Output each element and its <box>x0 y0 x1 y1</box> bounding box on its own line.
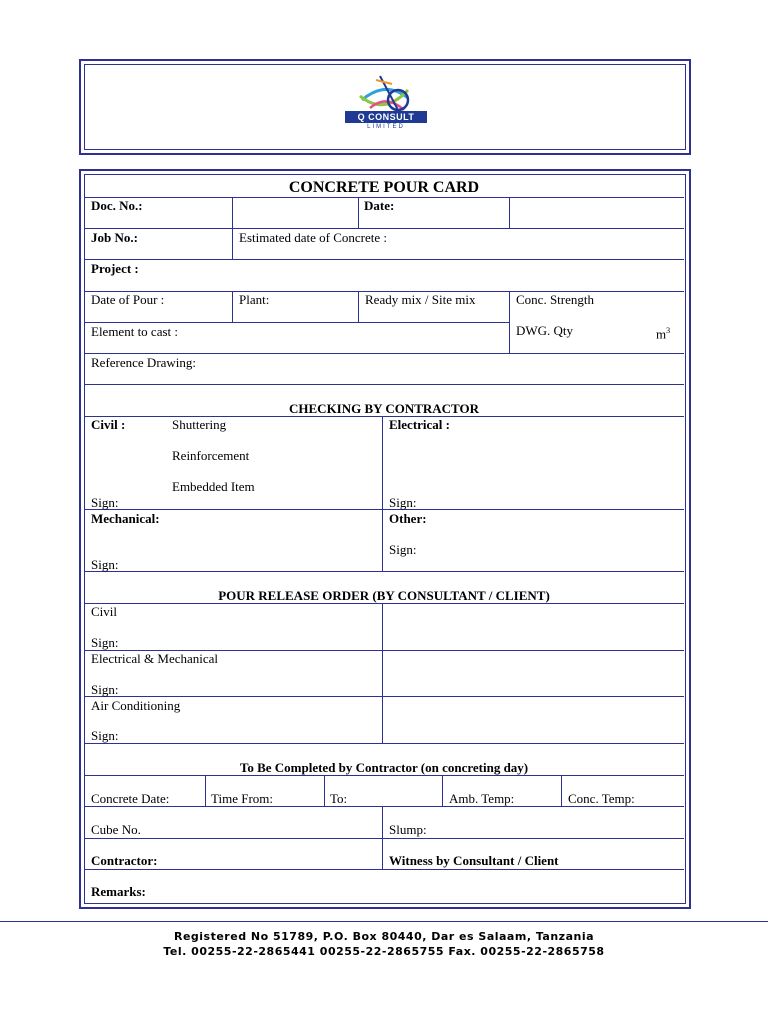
company-name: Q CONSULT <box>345 111 427 123</box>
conc-temp-label: Conc. Temp: <box>568 791 635 806</box>
rule <box>84 571 684 572</box>
rule <box>382 416 383 571</box>
rule <box>84 509 684 510</box>
mechanical-label: Mechanical: <box>91 511 160 526</box>
date-of-pour-label: Date of Pour : <box>91 292 165 307</box>
rule <box>84 603 684 604</box>
rule <box>232 197 233 228</box>
embedded-item-label: Embedded Item <box>172 479 255 494</box>
rule <box>84 228 684 229</box>
conc-strength-label: Conc. Strength <box>516 292 594 307</box>
rule <box>205 775 206 806</box>
release-air-cond-label: Air Conditioning <box>91 698 181 713</box>
doc-no-label: Doc. No.: <box>91 198 143 213</box>
rule <box>358 197 359 228</box>
concreting-heading: To Be Completed by Contractor (on concreting day) <box>239 760 529 775</box>
sign-label: Sign: <box>389 495 417 510</box>
footer-contact: Tel. 00255-22-2865441 00255-22-2865755 Fax. 00255-22-2865758 <box>163 945 605 958</box>
remarks-label: Remarks: <box>91 884 146 899</box>
form-title: CONCRETE POUR CARD <box>288 179 480 196</box>
amb-temp-label: Amb. Temp: <box>449 791 515 806</box>
checking-heading: CHECKING BY CONTRACTOR <box>289 401 479 416</box>
sign-label: Sign: <box>91 682 119 697</box>
rule <box>84 384 684 385</box>
concrete-date-label: Concrete Date: <box>91 791 170 806</box>
rule <box>442 775 443 806</box>
witness-label: Witness by Consultant / Client <box>389 853 559 868</box>
ready-mix-label: Ready mix / Site mix <box>365 292 476 307</box>
rule <box>84 869 684 870</box>
footer-rule <box>0 921 768 922</box>
other-label: Other: <box>389 511 427 526</box>
sign-label: Sign: <box>91 728 119 743</box>
sign-label: Sign: <box>389 542 417 557</box>
date-label: Date: <box>364 198 395 213</box>
rule <box>382 603 383 743</box>
sign-label: Sign: <box>91 495 119 510</box>
company-subtitle: LIMITED <box>367 124 405 130</box>
rule <box>84 775 684 776</box>
element-to-cast-label: Element to cast : <box>91 324 179 339</box>
rule <box>509 291 510 353</box>
sign-label: Sign: <box>91 635 119 650</box>
rule <box>84 743 684 744</box>
rule <box>84 353 684 354</box>
reference-drawing-label: Reference Drawing: <box>91 355 197 370</box>
rule <box>84 696 684 697</box>
sign-label: Sign: <box>91 557 119 572</box>
release-heading: POUR RELEASE ORDER (BY CONSULTANT / CLIENT) <box>218 588 550 603</box>
rule <box>561 775 562 806</box>
estimated-date-label: Estimated date of Concrete : <box>239 230 388 245</box>
civil-label: Civil : <box>91 417 126 432</box>
plant-label: Plant: <box>239 292 270 307</box>
release-civil-label: Civil <box>91 604 118 619</box>
shuttering-label: Shuttering <box>172 417 227 432</box>
electrical-label: Electrical : <box>389 417 450 432</box>
rule <box>232 291 233 322</box>
cube-no-label: Cube No. <box>91 822 141 837</box>
slump-label: Slump: <box>389 822 427 837</box>
rule <box>382 806 383 869</box>
rule <box>358 291 359 322</box>
cubic-meter-unit: $m^3$ <box>656 326 671 342</box>
project-label: Project : <box>91 261 139 276</box>
footer-address: Registered No 51789, P.O. Box 80440, Dar es Salaam, Tanzania <box>173 930 595 943</box>
release-elec-mech-label: Electrical & Mechanical <box>91 651 219 666</box>
dwg-qty-label: DWG. Qty <box>516 323 574 338</box>
rule <box>84 322 509 323</box>
rule <box>84 259 684 260</box>
contractor-label: Contractor: <box>91 853 158 868</box>
time-from-label: Time From: <box>211 791 274 806</box>
rule <box>232 228 233 259</box>
rule <box>84 838 684 839</box>
rule <box>509 197 510 228</box>
rule <box>324 775 325 806</box>
rule <box>84 806 684 807</box>
time-to-label: To: <box>330 791 348 806</box>
reinforcement-label: Reinforcement <box>172 448 250 463</box>
job-no-label: Job No.: <box>91 230 138 245</box>
